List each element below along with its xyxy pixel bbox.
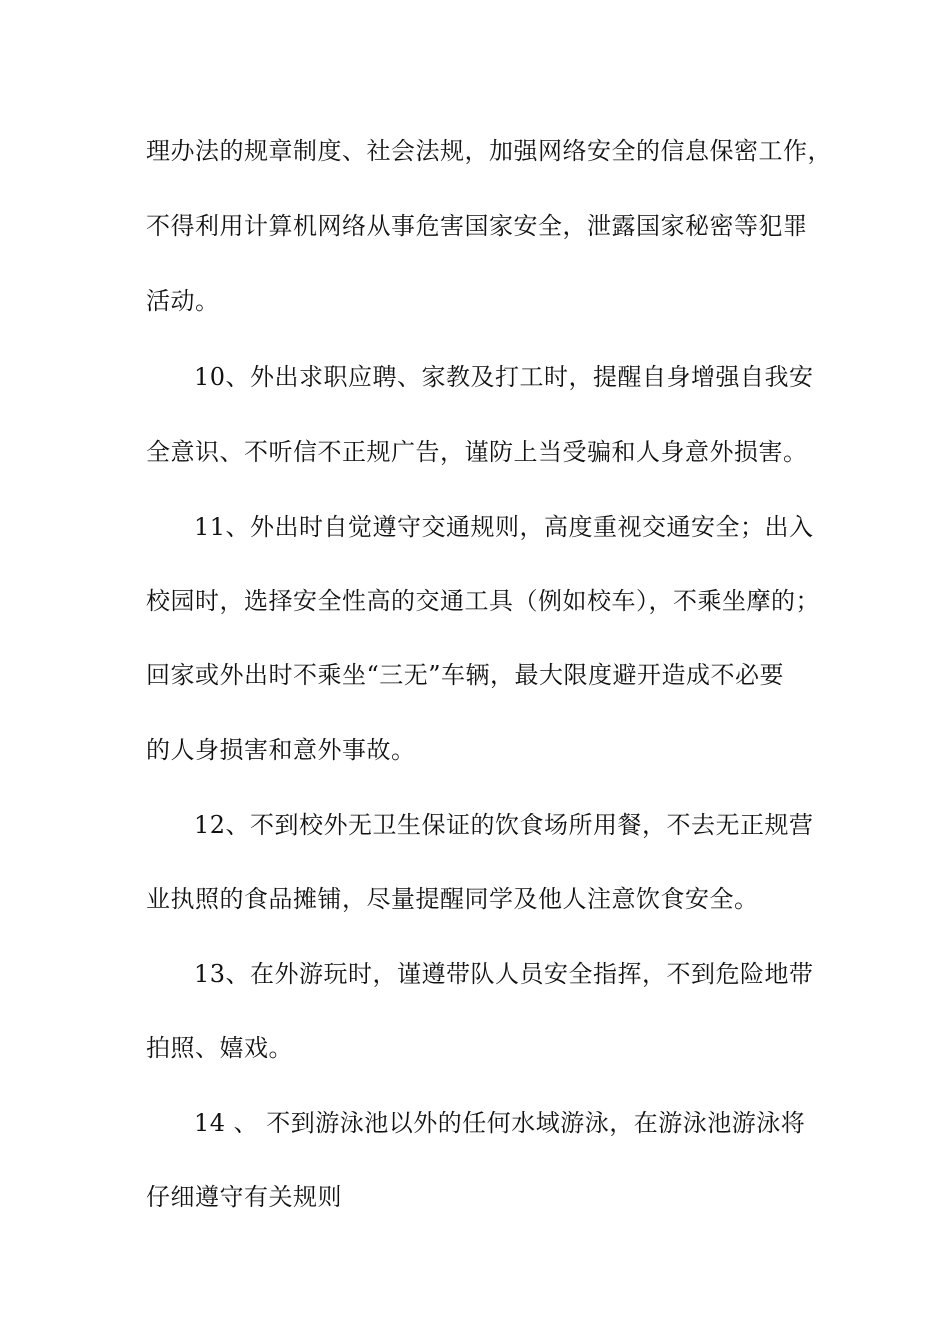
- paragraph-14-start: 14 、 不到游泳池以外的任何水域游泳，在游泳池游泳将: [194, 1109, 806, 1137]
- text-line: 理办法的规章制度、社会法规，加强网络安全的信息保密工作，: [146, 137, 832, 165]
- paragraph-12-start: 12、不到校外无卫生保证的饮食场所用餐，不去无正规营: [194, 811, 814, 839]
- paragraph-10-start: 10、外出求职应聘、家教及打工时，提醒自身增强自我安: [194, 363, 814, 391]
- text-line: 全意识、不听信不正规广告，谨防上当受骗和人身意外损害。: [146, 438, 808, 466]
- text-line: 业执照的食品摊铺，尽量提醒同学及他人注意饮食安全。: [146, 885, 759, 913]
- paragraph-11-start: 11、外出时自觉遵守交通规则，高度重视交通安全；出入: [194, 513, 814, 541]
- text-line: 不得利用计算机网络从事危害国家安全，泄露国家秘密等犯罪: [146, 212, 808, 240]
- text-line: 的人身损害和意外事故。: [146, 736, 416, 764]
- paragraph-13-start: 13、在外游玩时，谨遵带队人员安全指挥，不到危险地带: [194, 960, 814, 988]
- text-line: 回家或外出时不乘坐“三无”车辆，最大限度避开造成不必要: [146, 661, 785, 689]
- text-line: 活动。: [146, 287, 220, 315]
- text-line: 校园时，选择安全性高的交通工具（例如校车），不乘坐摩的；: [146, 587, 820, 615]
- text-line: 仔细遵守有关规则: [146, 1183, 342, 1211]
- text-line: 拍照、嬉戏。: [146, 1034, 293, 1062]
